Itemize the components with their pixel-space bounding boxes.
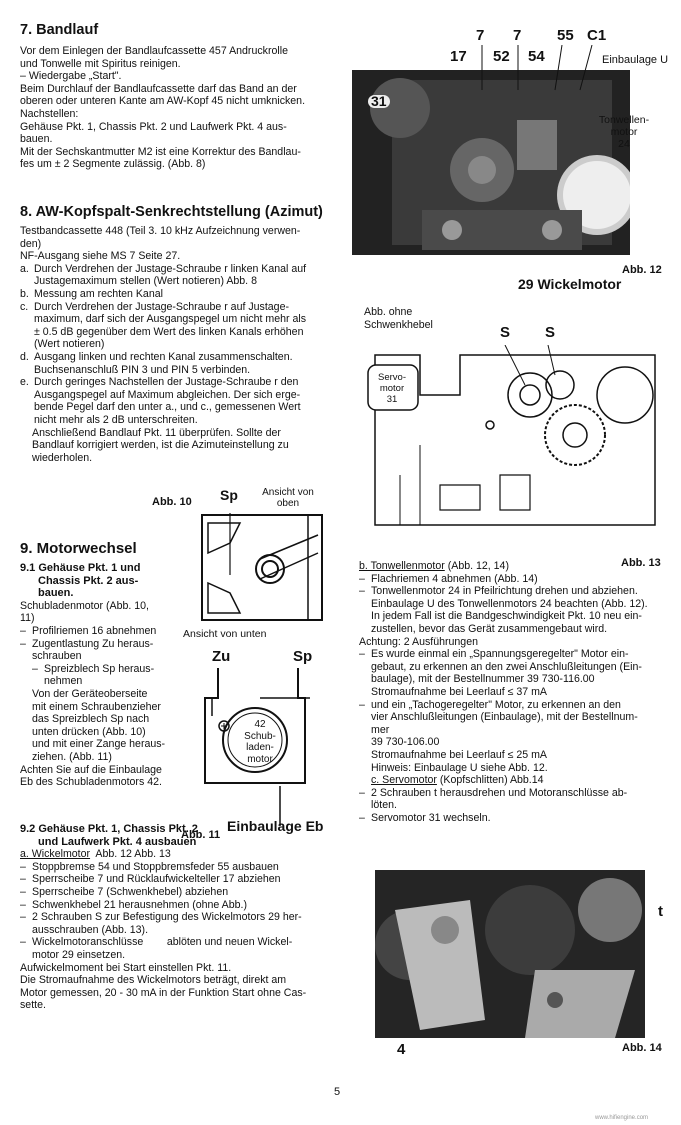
fig11-motor-label-line: laden- [246,742,274,753]
fig10-drawing [200,513,330,625]
servomotor-heading: c. Servomotor [371,774,437,787]
subheading-line: Chassis Pkt. 2 aus- [38,574,139,587]
list-line: nicht mehr als 2 dB unterschreiten. [34,413,198,426]
fig13-servo-label: Servo- motor 31 [378,372,406,405]
list-item [20,263,326,288]
ausfuehrungen-list [359,648,665,774]
list-line: löten. [371,799,397,812]
text-line: und Tonwelle mit Spiritus reinigen. [20,57,181,70]
list-line: Einbaulage U des Tonwellenmotors 24 beachten (Abb. 12). [371,597,648,610]
list-item [20,638,180,663]
list-item [20,376,326,426]
text-line: Anschließend Bandlauf Pkt. 11 überprüfen. Sollte der [32,426,281,439]
servomotor-ref: (Kopfschlitten) Abb.14 [436,774,544,787]
fig14-4-label: 4 [397,1041,406,1058]
text-line: ziehen. (Abb. 11) [32,750,112,763]
list-marker: – [359,698,365,711]
text-line: Nachstellen: [20,107,79,120]
fig12-label-54: 54 [528,48,545,65]
list-line: Durch geringes Nachstellen der Justage-Schraube r den [34,376,299,389]
text-line: den) [20,237,42,250]
fig12-einbaulage-label: Einbaulage U [602,54,669,66]
list-line: Stromaufnahme bei Leerlauf ≤ 25 mA [371,748,547,761]
section-7 [20,22,325,171]
text-line: das Spreizblech Sp nach [32,713,150,726]
subheading-line: 9.1 Gehäuse Pkt. 1 und [20,562,141,574]
list-line: und ein „Tachogeregelter" Motor, zu erkennen an den [371,698,621,711]
list-marker: – [359,786,365,799]
list-line: Durch Verdrehen der Justage-Schraube r linken Kanal auf [34,262,307,275]
section-8-list [20,263,326,427]
list-line: Ausgangspegel auf Maximum abgleichen. Der sich erge- [34,388,301,401]
fig12-caption: Abb. 12 [622,264,662,276]
fig13-title: 29 Wickelmotor [518,276,622,292]
list-line: Servomotor 31 wechseln. [371,811,491,824]
watermark: www.hifiengine.com [595,1115,649,1121]
list-marker: c. [20,300,29,313]
fig12-photo [352,70,630,255]
tonwellenmotor-list [359,573,665,636]
list-line: zustellen, bevor das Gerät zusammengebaut wird. [371,622,608,635]
fig12-label-55: 55 [557,27,574,44]
section-9-inner-list [32,663,180,688]
text-line: 11) [20,612,35,625]
list-line: bende Pegel darf den unter a., und c., gemessenen Wert [34,401,301,414]
tonwellenmotor-ref: (Abb. 12, 14) [444,560,509,572]
wickelmotor-heading: a. Wickelmotor [20,848,91,861]
fig10-bottom-view-label: Ansicht von unten [183,628,267,640]
tonwellenmotor-heading: b. Tonwellenmotor [359,560,445,572]
fig12-label-7b: 7 [513,27,522,44]
section-9-list [20,625,180,663]
list-item: – Wickelmotoranschlüsse ablöten und neuen Wickel- motor 29 einsetzen. [20,936,293,961]
fig12-leader-lines [440,45,620,95]
list-line: 2 Schrauben t herausdrehen und Motoranschlüsse ab- [371,786,628,799]
text-line: bauen. [20,133,53,146]
fig12-label-7a: 7 [476,27,485,44]
section-7-body [20,45,325,171]
list-marker: – [32,662,38,675]
text-line: Bandlauf korrigiert werden, ist die Azimuteinstellung zu [32,439,289,452]
list-marker: e. [20,376,29,389]
list-item: – Schwenkhebel 21 herausnehmen (ohne Abb.) [20,898,247,911]
list-line: Durch Verdrehen der Justage-Schraube r auf Justage- [34,300,289,313]
fig14-photo [375,870,645,1038]
list-marker: – [20,624,26,637]
subheading-line: 9.2 Gehäuse Pkt. 1, Chassis Pkt. 2 [20,823,198,835]
list-item: – 2 Schrauben S zur Befestigung des Wickelmotors 29 her- ausschrauben (Abb. 13). [20,911,302,936]
text-line: sette. [20,999,46,1012]
text-line: Motor gemessen, 20 - 30 mA in der Funktion Start ohne Cas- [20,986,307,999]
list-line: mer [371,723,390,736]
list-marker: – [359,585,365,598]
list-item [359,585,665,635]
list-line: Messung am rechten Kanal [34,287,163,300]
list-line: Es wurde einmal ein „Spannungsgeregelter" Motor ein- [371,648,629,661]
text-line: Beim Durchlauf der Bandlaufcassette darf das Band an der [20,82,297,95]
text-line: Testbandcassette 448 (Teil 3. 10 kHz Aufzeichnung verwen- [20,225,301,237]
fig11-motor-label-line: Schub- [244,730,276,742]
list-line: ± 0.5 dB gegenüber dem Wert des linken Kanals erhöhen [34,325,304,338]
list-line: Stromaufnahme bei Leerlauf ≤ 37 mA [371,685,547,698]
list-item [359,787,665,812]
list-marker: b. [20,287,29,300]
fig12-photo-art [352,70,630,255]
section-9-2-list [20,861,330,962]
list-marker: d. [20,350,29,363]
list-item [20,288,326,301]
list-line: 39 730-106.00 [371,736,440,749]
text-line: mit einem Schraubenzieher [32,700,161,713]
text-line: Schubladenmotor (Abb. 10, [20,599,149,612]
fig12-label-52: 52 [493,48,510,65]
list-line: Profilriemen 16 abnehmen [32,624,157,637]
text-line: wiederholen. [32,451,93,464]
list-line: Hinweis: Einbaulage U siehe Abb. 12. [371,761,548,774]
fig14-t-label: t [658,903,663,920]
text-line: NF-Ausgang siehe MS 7 Seite 27. [20,250,181,263]
list-marker: – [359,811,365,824]
fig12-label-31: 31 [368,95,390,108]
fig11-zu-label: Zu [212,648,231,665]
servomotor-list [359,787,665,825]
list-line: Buchsenanschluß PIN 3 und PIN 5 verbinden. [34,363,251,376]
text-line: Aufwickelmoment bei Start einstellen Pkt. 11. [20,961,232,974]
list-marker: – [359,572,365,585]
fig14-caption: Abb. 14 [622,1042,662,1054]
list-line: gebaut, zu erkennen an den zwei Anschlußleitungen (Ein- [371,660,642,673]
list-line: baulage), mit der Bestellnummer 39 730-116.00 [371,673,595,686]
text-line: Achten Sie auf die Einbaulage [20,763,162,776]
list-line: schrauben [32,650,82,663]
list-line: nehmen [44,675,83,688]
wickelmotor-refs: Abb. 12 Abb. 13 [95,848,171,861]
list-line: Ausgang linken und rechten Kanal zusammenschalten. [34,350,293,363]
fig11-sp-label: Sp [293,648,313,665]
list-item [359,648,665,698]
list-marker: a. [20,262,29,275]
list-line: Justagemaximum stellen (Wert notieren) Abb. 8 [34,275,257,288]
list-item [32,663,180,688]
list-item [359,573,665,586]
list-line: maximum, darf sich der Ausgangspegel um nicht mehr als [34,313,307,326]
fig13-s-label-1: S [500,324,511,341]
text-line: Eb des Schubladenmotors 42. [20,776,162,789]
fig14-photo-art [375,870,645,1038]
fig12-motor-label: Tonwellen- motor 24 [598,114,650,150]
list-item [359,812,665,825]
fig11-caption: Abb. 11 [181,829,221,841]
fig10-caption: Abb. 10 [152,496,192,508]
list-line: Spreizblech Sp heraus- [44,662,155,675]
subheading-line: bauen. [38,587,74,600]
list-line: (Wert notieren) [34,338,105,351]
fig13-note: Abb. ohne Schwenkhebel [364,306,433,331]
text-line: – Wiedergabe „Start". [20,70,122,83]
section-9-heading: 9. Motorwechsel [20,540,137,557]
section-8-heading: 8. AW-Kopfspalt-Senkrechtstellung (Azimut) [20,204,323,220]
text-line: und mit einer Zange heraus- [32,738,166,751]
list-item: – Sperrscheibe 7 und Rücklaufwickelteller 17 abziehen [20,873,281,886]
list-marker: – [359,648,365,661]
text-line: fes um ± 2 Segmente zulässig. (Abb. 8) [20,158,206,171]
text-line: Mit der Sechskantmutter M2 ist eine Korrektur des Bandlau- [20,145,301,158]
fig11-motor-label-line: motor [247,753,273,765]
subheading-line: und Laufwerk Pkt. 4 ausbauen [38,835,197,848]
page-number: 5 [334,1086,341,1098]
list-line: vier Anschlußleitungen (Einbaulage), mit der Bestellnum- [371,711,638,724]
fig10-sp-label: Sp [220,487,238,503]
fig13-s-label-2: S [545,324,556,341]
text-line: Die Stromaufnahme des Wickelmotors beträgt, direkt am [20,974,287,987]
fig10-top-view-label: Ansicht von oben [262,487,314,509]
section-9-2 [20,823,330,1012]
fig11-motor-number: 42 [254,719,266,730]
section-7-heading: 7. Bandlauf [20,22,99,38]
list-item: – Stoppbremse 54 und Stoppbremsfeder 55 ausbauen [20,860,279,873]
list-line: In jedem Fall ist die Bandgeschwindigkeit Pkt. 10 neu ein- [371,610,642,623]
list-item [359,699,665,775]
fig12-label-c1: C1 [587,27,607,44]
text-line: Gehäuse Pkt. 1, Chassis Pkt. 2 und Laufwerk Pkt. 4 aus- [20,120,287,133]
list-line: Flachriemen 4 abnehmen (Abb. 14) [371,572,538,585]
right-text-block [359,560,665,824]
list-item [20,625,180,638]
fig13-caption: Abb. 13 [621,557,661,569]
list-item: – Sperrscheibe 7 (Schwenkhebel) abziehen [20,885,229,898]
list-line: Zugentlastung Zu heraus- [32,637,154,650]
fig12-label-17: 17 [450,48,467,65]
text-line: Von der Geräteoberseite [32,687,148,700]
list-marker: – [20,637,26,650]
fig11-motor-text [240,719,280,765]
list-line: Tonwellenmotor 24 in Pfeilrichtung drehen und abziehen. [371,585,638,598]
text-line: Vor dem Einlegen der Bandlaufcassette 457 Andruckrolle [20,45,288,57]
section-8 [20,204,326,464]
fig11-einbaulage-label: Einbaulage Eb [227,818,324,834]
list-item [20,301,326,351]
achtung-line: Achtung: 2 Ausführungen [359,635,478,648]
text-line: oberen oder unteren Kante am AW-Kopf 45 nicht umknicken. [20,95,306,108]
text-line: unten drücken (Abb. 10) [32,725,146,738]
section-9 [20,540,180,789]
list-item [20,351,326,376]
